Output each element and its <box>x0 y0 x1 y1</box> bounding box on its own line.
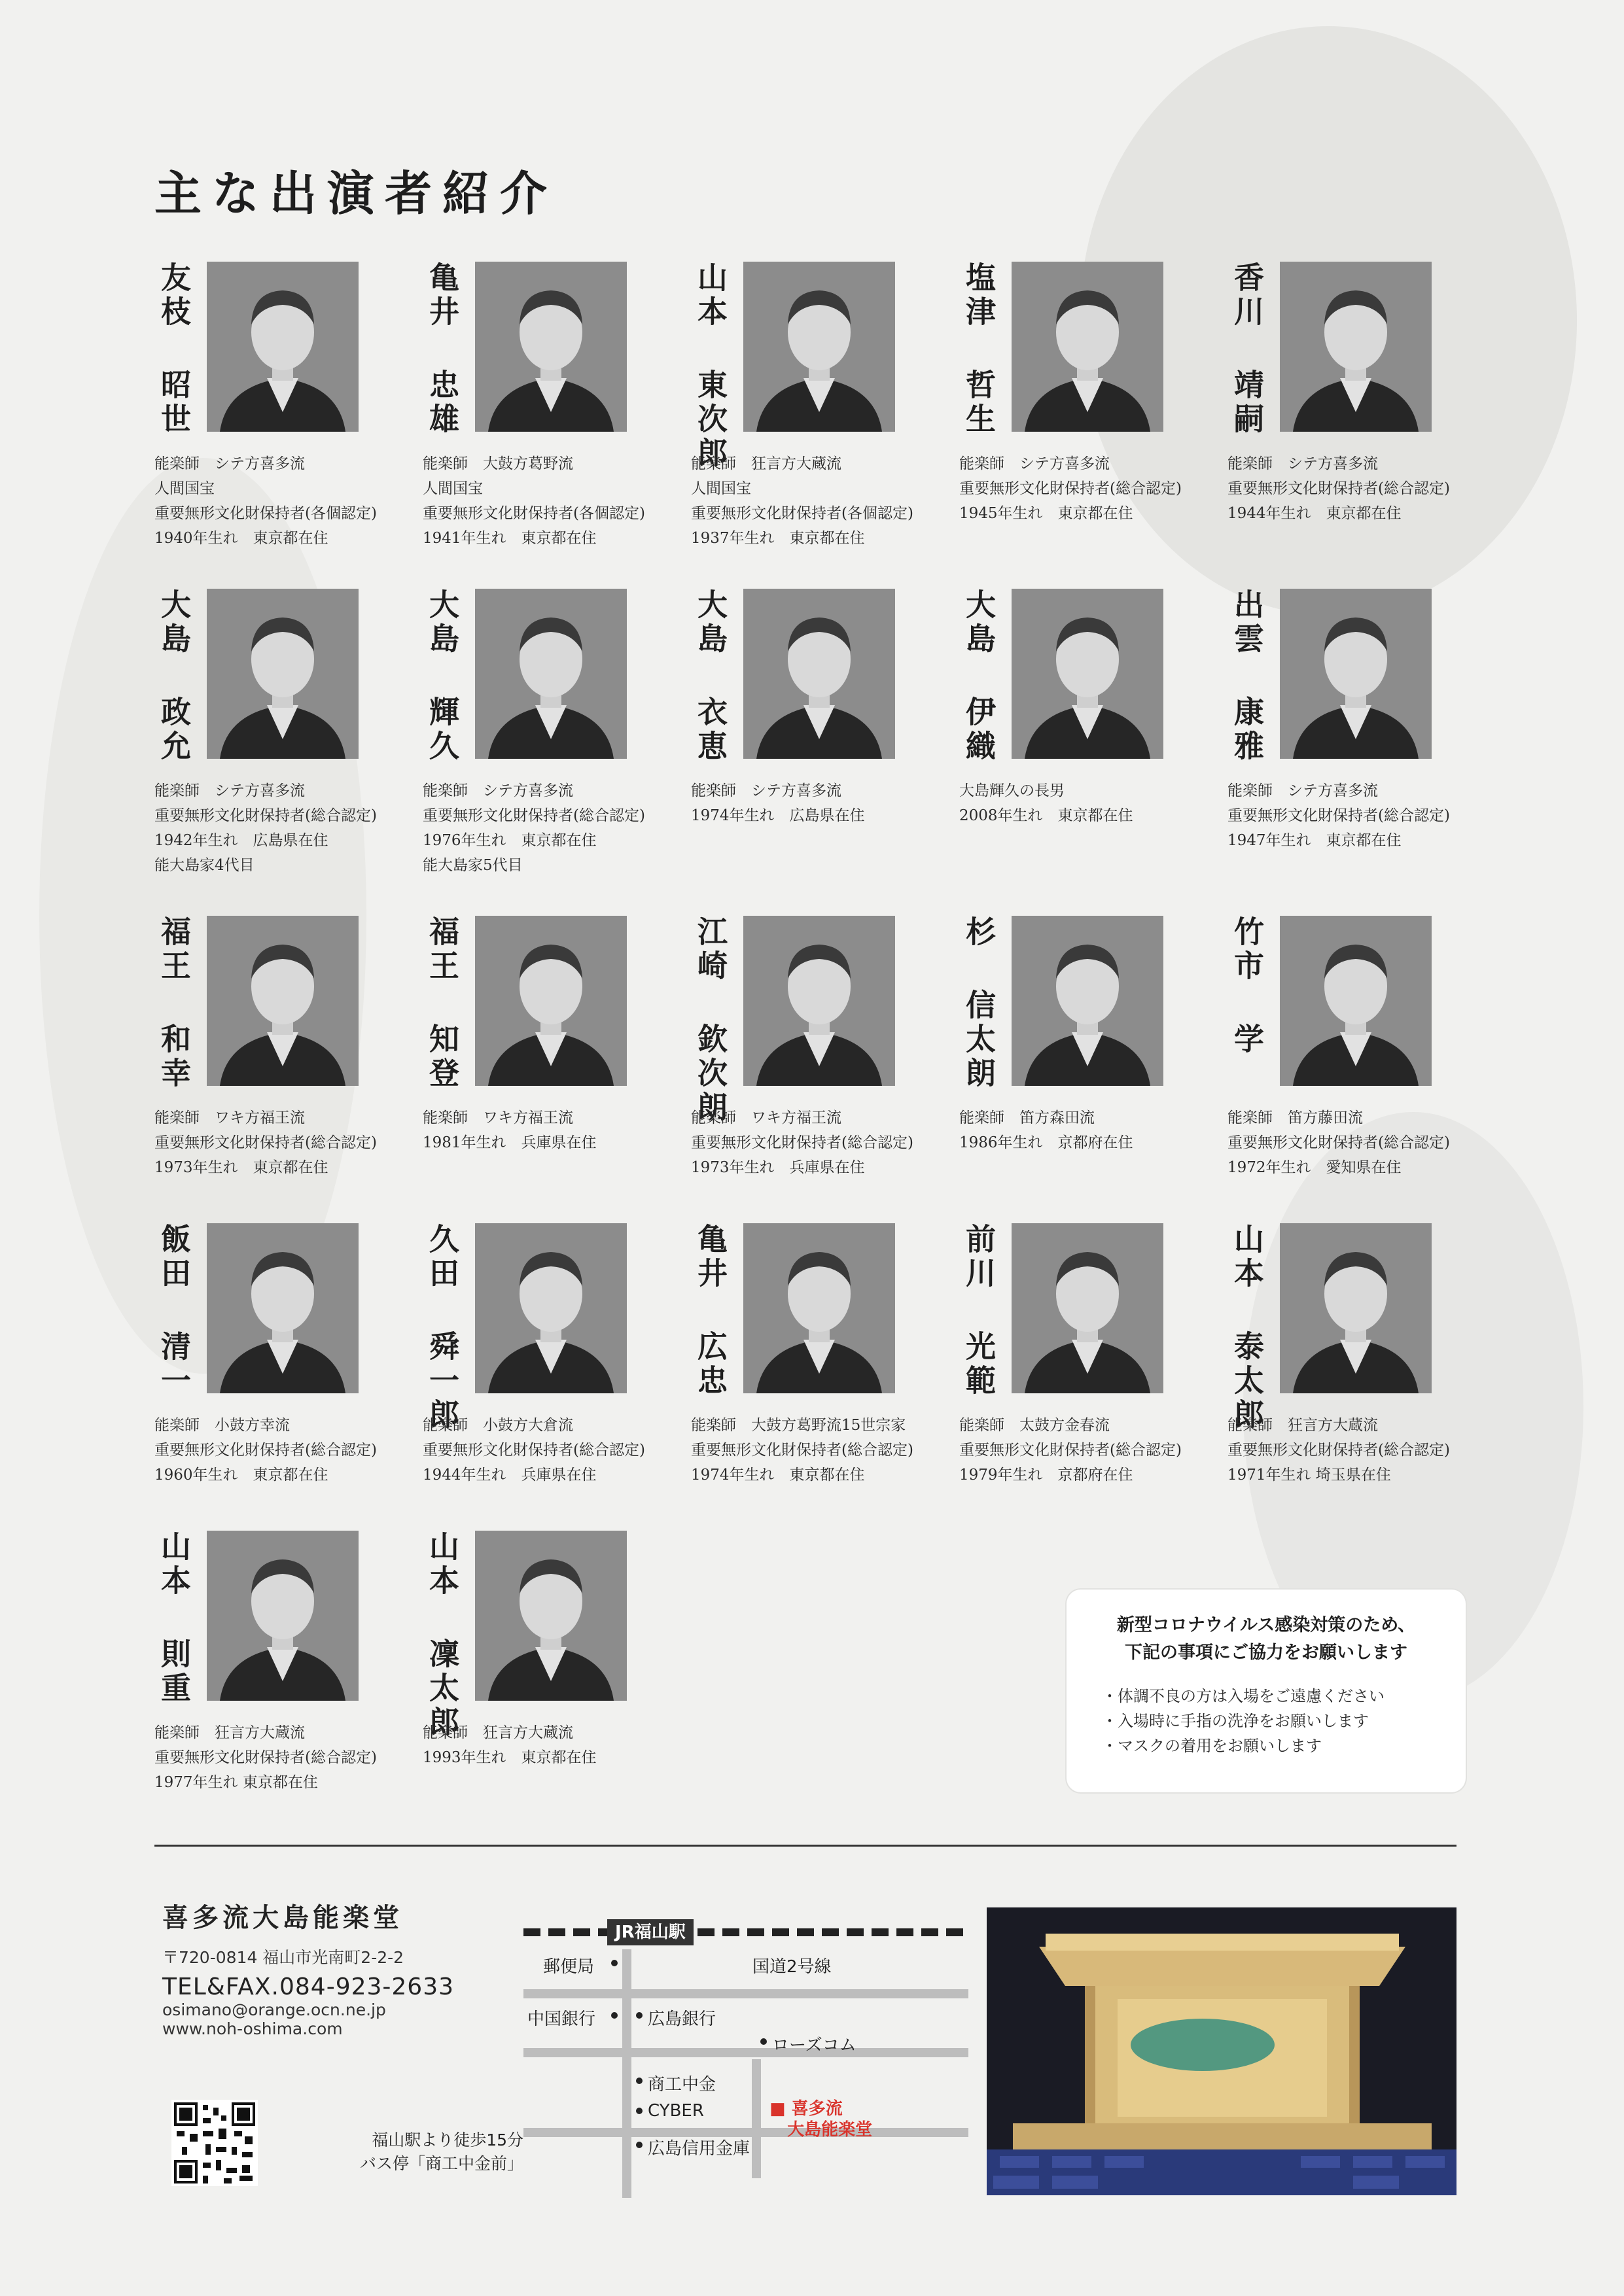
page-title: 主な出演者紹介 <box>154 166 558 221</box>
performer-card <box>423 262 697 563</box>
performer-details <box>959 1413 1241 1487</box>
performer-details <box>691 1413 972 1487</box>
map-landmark: 商工中金 <box>648 2075 716 2095</box>
performer-detail-line: 1972年生れ 愛知県在住 <box>1227 1159 1402 1176</box>
map-marker <box>611 2012 618 2019</box>
performer-card <box>1227 1223 1502 1524</box>
performer-detail-line: 1960年生れ 東京都在住 <box>154 1467 328 1484</box>
performer-detail-line: 能楽師 笛方森田流 <box>959 1109 1095 1126</box>
performer-detail-line: 人間国宝 <box>691 480 751 497</box>
performer-detail-line: 重要無形文化財保持者(総合認定) <box>423 807 645 824</box>
performer-detail-line: 1941年生れ 東京都在住 <box>423 530 597 547</box>
performer-name: 友枝 昭世 <box>156 262 192 437</box>
performer-detail-line: 能楽師 大鼓方葛野流15世宗家 <box>691 1417 906 1434</box>
map-landmark: 中国銀行 <box>527 2009 596 2029</box>
performer-detail-line: 能楽師 笛方藤田流 <box>1227 1109 1363 1126</box>
noh-stage-photo <box>987 1907 1456 2195</box>
portrait-silhouette-icon <box>1280 1223 1432 1393</box>
performer-name: 亀井 忠雄 <box>425 262 460 437</box>
performer-detail-line: 能楽師 大鼓方葛野流 <box>423 455 573 472</box>
divider <box>154 1845 1456 1847</box>
performer-detail-line: 1976年生れ 東京都在住 <box>423 832 597 849</box>
venue-phone: TEL&FAX.084-923-2633 <box>162 1974 455 2000</box>
performer-name: 飯田 清一 <box>156 1223 192 1399</box>
performer-card <box>154 262 429 563</box>
performer-detail-line: 人間国宝 <box>423 480 483 497</box>
map-landmark: CYBER <box>648 2101 704 2121</box>
portrait-silhouette-icon <box>475 1531 627 1701</box>
performer-detail-line: 1973年生れ 兵庫県在住 <box>691 1159 865 1176</box>
performer-detail-line: 能楽師 シテ方喜多流 <box>691 782 841 799</box>
performer-detail-line: 1942年生れ 広島県在住 <box>154 832 328 849</box>
performer-card <box>423 1223 697 1524</box>
performer-card <box>1227 262 1502 563</box>
performer-detail-line: 1973年生れ 東京都在住 <box>154 1159 328 1176</box>
performer-portrait <box>743 589 895 759</box>
performer-detail-line: 能楽師 シテ方喜多流 <box>154 455 305 472</box>
access-map <box>523 1910 968 2198</box>
performer-detail-line: 重要無形文化財保持者(総合認定) <box>959 480 1182 497</box>
performer-detail-line: 能楽師 小鼓方幸流 <box>154 1417 290 1434</box>
performer-name: 大島 政允 <box>156 589 192 764</box>
performer-name: 江崎 欽次朗 <box>693 916 728 1125</box>
portrait-silhouette-icon <box>1012 262 1163 432</box>
venue-name: 喜多流大島能楽堂 <box>162 1903 403 1933</box>
performer-detail-line: 重要無形文化財保持者(総合認定) <box>1227 1442 1450 1459</box>
performer-portrait <box>1012 1223 1163 1393</box>
station-label: JR福山駅 <box>607 1919 694 1945</box>
notice-heading-line: 新型コロナウイルス感染対策のため、 <box>1116 1615 1416 1635</box>
performer-portrait <box>743 916 895 1086</box>
performer-name: 大島 伊織 <box>961 589 997 764</box>
map-marker <box>636 2108 643 2114</box>
performer-name: 亀井 広忠 <box>693 1223 728 1399</box>
performer-portrait <box>475 1531 627 1701</box>
noh-stage-illustration <box>987 1907 1456 2195</box>
notice-item: ・マスクの着用をお願いします <box>1102 1737 1322 1755</box>
portrait-silhouette-icon <box>207 262 359 432</box>
performer-card <box>154 1531 429 1832</box>
performer-details <box>423 778 704 878</box>
performer-details <box>691 451 972 551</box>
performer-portrait <box>475 262 627 432</box>
performer-detail-line: 1974年生れ 広島県在住 <box>691 807 865 824</box>
performer-portrait <box>1012 589 1163 759</box>
performer-card <box>423 589 697 890</box>
performer-detail-line: 重要無形文化財保持者(各個認定) <box>423 505 645 522</box>
performer-details <box>154 1105 436 1180</box>
performer-portrait <box>1280 1223 1432 1393</box>
performer-detail-line: 1971年生れ 埼玉県在住 <box>1227 1467 1391 1484</box>
covid-notice <box>1067 1590 1466 1792</box>
portrait-silhouette-icon <box>1012 1223 1163 1393</box>
performer-detail-line: 重要無形文化財保持者(総合認定) <box>691 1442 913 1459</box>
performer-name: 塩津 哲生 <box>961 262 997 437</box>
performer-name: 竹市 学 <box>1229 916 1265 1057</box>
map-marker <box>636 2142 643 2148</box>
performer-name: 山本 東次郎 <box>693 262 728 471</box>
notice-heading <box>1067 1612 1466 1667</box>
performer-portrait <box>475 916 627 1086</box>
performer-detail-line: 能楽師 ワキ方福王流 <box>691 1109 841 1126</box>
portrait-silhouette-icon <box>475 916 627 1086</box>
portrait-silhouette-icon <box>207 589 359 759</box>
performer-detail-line: 能大島家5代目 <box>423 857 523 874</box>
map-marker <box>611 1960 618 1966</box>
performer-card <box>1227 589 1502 890</box>
access-info <box>334 2129 523 2176</box>
performer-name: 前川 光範 <box>961 1223 997 1399</box>
performer-detail-line: 人間国宝 <box>154 480 215 497</box>
performer-detail-line: 重要無形文化財保持者(総合認定) <box>1227 807 1450 824</box>
performer-details <box>154 1720 436 1795</box>
performer-detail-line: 重要無形文化財保持者(総合認定) <box>1227 1134 1450 1151</box>
performer-detail-line: 1977年生れ 東京都在住 <box>154 1774 318 1791</box>
performer-portrait <box>1280 589 1432 759</box>
performer-detail-line: 能楽師 シテ方喜多流 <box>1227 782 1378 799</box>
performer-name: 香川 靖嗣 <box>1229 262 1265 437</box>
performer-card <box>691 262 966 563</box>
performer-detail-line: 重要無形文化財保持者(総合認定) <box>154 1749 377 1766</box>
portrait-silhouette-icon <box>1012 916 1163 1086</box>
map-landmark: 広島銀行 <box>648 2009 716 2029</box>
performer-portrait <box>207 916 359 1086</box>
portrait-silhouette-icon <box>207 1531 359 1701</box>
venue-address: 〒720-0814 福山市光南町2-2-2 <box>162 1948 404 1967</box>
access-walk: 福山駅より徒歩15分 <box>372 2131 523 2149</box>
performer-detail-line: 1947年生れ 東京都在住 <box>1227 832 1402 849</box>
performer-card <box>691 1223 966 1524</box>
performer-details <box>154 451 436 551</box>
performer-details <box>959 1105 1241 1155</box>
performer-detail-line: 1979年生れ 京都府在住 <box>959 1467 1133 1484</box>
venue-email[interactable]: osimano@orange.ocn.ne.jp <box>162 2000 386 2019</box>
performer-details <box>1227 1105 1509 1180</box>
performer-details <box>1227 451 1509 526</box>
performer-detail-line: 1944年生れ 東京都在住 <box>1227 505 1402 522</box>
performer-detail-line: 重要無形文化財保持者(総合認定) <box>154 1134 377 1151</box>
map-marker <box>636 2012 643 2019</box>
performer-details <box>154 1413 436 1487</box>
performer-detail-line: 能楽師 狂言方大蔵流 <box>423 1724 573 1741</box>
performer-details <box>691 1105 972 1180</box>
performer-portrait <box>1012 916 1163 1086</box>
performer-details <box>154 778 436 878</box>
performer-detail-line: 重要無形文化財保持者(総合認定) <box>959 1442 1182 1459</box>
performer-detail-line: 能楽師 ワキ方福王流 <box>154 1109 305 1126</box>
performer-details <box>423 1413 704 1487</box>
performer-details <box>423 1720 704 1770</box>
portrait-silhouette-icon <box>475 262 627 432</box>
performer-portrait <box>1280 916 1432 1086</box>
venue-info <box>162 1897 529 2038</box>
performer-detail-line: 能楽師 小鼓方大倉流 <box>423 1417 573 1434</box>
performer-details <box>423 451 704 551</box>
performer-card <box>959 262 1234 563</box>
portrait-silhouette-icon <box>1280 589 1432 759</box>
performer-name: 杉 信太朗 <box>961 916 997 1091</box>
portrait-silhouette-icon <box>475 589 627 759</box>
notice-item: ・入場時に手指の洗浄をお願いします <box>1102 1712 1369 1730</box>
performer-name: 大島 衣恵 <box>693 589 728 764</box>
venue-map-marker: ■ 喜多流 大島能楽堂 <box>769 2099 873 2140</box>
performer-details <box>691 778 972 828</box>
performer-details <box>423 1105 704 1155</box>
performer-detail-line: 能楽師 シテ方喜多流 <box>154 782 305 799</box>
notice-list <box>1102 1684 1466 1758</box>
portrait-silhouette-icon <box>207 916 359 1086</box>
performer-detail-line: 能楽師 シテ方喜多流 <box>423 782 573 799</box>
portrait-silhouette-icon <box>1280 916 1432 1086</box>
performer-details <box>959 778 1241 828</box>
performer-name: 山本 凜太郎 <box>425 1531 460 1740</box>
map-landmark: 広島信用金庫 <box>648 2139 750 2159</box>
performer-card <box>423 916 697 1217</box>
performer-portrait <box>207 1531 359 1701</box>
access-bus: バス停「商工中金前」 <box>359 2154 523 2173</box>
performer-portrait <box>207 589 359 759</box>
performer-detail-line: 1981年生れ 兵庫県在住 <box>423 1134 597 1151</box>
performer-details <box>1227 1413 1509 1487</box>
performer-detail-line: 重要無形文化財保持者(総合認定) <box>154 1442 377 1459</box>
performer-detail-line: 能楽師 ワキ方福王流 <box>423 1109 573 1126</box>
performer-detail-line: 1937年生れ 東京都在住 <box>691 530 865 547</box>
performer-detail-line: 能大島家4代目 <box>154 857 255 874</box>
performer-detail-line: 能楽師 シテ方喜多流 <box>1227 455 1378 472</box>
performer-name: 久田 舜一郎 <box>425 1223 460 1433</box>
performer-card <box>691 589 966 890</box>
performer-details <box>1227 778 1509 853</box>
performer-detail-line: 1974年生れ 東京都在住 <box>691 1467 865 1484</box>
performer-detail-line: 重要無形文化財保持者(各個認定) <box>691 505 913 522</box>
performer-name: 福王 和幸 <box>156 916 192 1091</box>
performer-card <box>959 916 1234 1217</box>
portrait-silhouette-icon <box>743 262 895 432</box>
performer-portrait <box>207 1223 359 1393</box>
performer-name: 山本 泰太郎 <box>1229 1223 1265 1433</box>
portrait-silhouette-icon <box>1280 262 1432 432</box>
venue-map-label: 大島能楽堂 <box>787 2120 873 2140</box>
performer-name: 山本 則重 <box>156 1531 192 1706</box>
performer-portrait <box>1280 262 1432 432</box>
map-marker <box>760 2038 767 2045</box>
portrait-silhouette-icon <box>743 589 895 759</box>
performer-card <box>1227 916 1502 1217</box>
performer-detail-line: 能楽師 狂言方大蔵流 <box>154 1724 305 1741</box>
qr-code[interactable] <box>171 2100 258 2186</box>
portrait-silhouette-icon <box>743 1223 895 1393</box>
notice-heading-line: 下記の事項にご協力をお願いします <box>1125 1643 1407 1663</box>
performer-detail-line: 大島輝久の長男 <box>959 782 1065 799</box>
map-landmark: 国道2号線 <box>752 1957 832 1977</box>
performer-portrait <box>743 1223 895 1393</box>
performer-detail-line: 1944年生れ 兵庫県在住 <box>423 1467 597 1484</box>
performer-card <box>154 589 429 890</box>
performer-detail-line: 重要無形文化財保持者(総合認定) <box>1227 480 1450 497</box>
performer-portrait <box>1012 262 1163 432</box>
performer-portrait <box>475 589 627 759</box>
notice-item: ・体調不良の方は入場をご遠慮ください <box>1102 1687 1385 1705</box>
portrait-silhouette-icon <box>207 1223 359 1393</box>
portrait-silhouette-icon <box>475 1223 627 1393</box>
portrait-silhouette-icon <box>743 916 895 1086</box>
performer-card <box>691 916 966 1217</box>
venue-website[interactable]: www.noh-oshima.com <box>162 2019 343 2038</box>
performer-card <box>154 916 429 1217</box>
performer-details <box>959 451 1241 526</box>
performer-portrait <box>475 1223 627 1393</box>
performer-detail-line: 重要無形文化財保持者(総合認定) <box>423 1442 645 1459</box>
qr-code-icon <box>171 2100 258 2186</box>
map-marker <box>636 2078 643 2084</box>
performer-portrait <box>207 262 359 432</box>
performer-name: 福王 知登 <box>425 916 460 1091</box>
performer-detail-line: 能楽師 太鼓方金春流 <box>959 1417 1110 1434</box>
performer-card <box>423 1531 697 1832</box>
performer-detail-line: 2008年生れ 東京都在住 <box>959 807 1133 824</box>
performer-detail-line: 重要無形文化財保持者(各個認定) <box>154 505 377 522</box>
performer-detail-line: 能楽師 狂言方大蔵流 <box>1227 1417 1378 1434</box>
performer-card <box>959 1223 1234 1524</box>
performer-portrait <box>743 262 895 432</box>
performer-detail-line: 1993年生れ 東京都在住 <box>423 1749 597 1766</box>
performer-card <box>959 589 1234 890</box>
performer-detail-line: 1945年生れ 東京都在住 <box>959 505 1133 522</box>
performer-detail-line: 能楽師 シテ方喜多流 <box>959 455 1110 472</box>
map-landmark: 郵便局 <box>543 1957 595 1977</box>
performer-detail-line: 能楽師 狂言方大蔵流 <box>691 455 841 472</box>
performer-detail-line: 1940年生れ 東京都在住 <box>154 530 328 547</box>
venue-map-label: 喜多流 <box>791 2099 843 2119</box>
performer-detail-line: 1986年生れ 京都府在住 <box>959 1134 1133 1151</box>
performer-name: 大島 輝久 <box>425 589 460 764</box>
performer-card <box>154 1223 429 1524</box>
portrait-silhouette-icon <box>1012 589 1163 759</box>
performer-detail-line: 重要無形文化財保持者(総合認定) <box>691 1134 913 1151</box>
performer-name: 出雲 康雅 <box>1229 589 1265 764</box>
performer-detail-line: 重要無形文化財保持者(総合認定) <box>154 807 377 824</box>
map-landmark: ローズコム <box>772 2036 856 2055</box>
